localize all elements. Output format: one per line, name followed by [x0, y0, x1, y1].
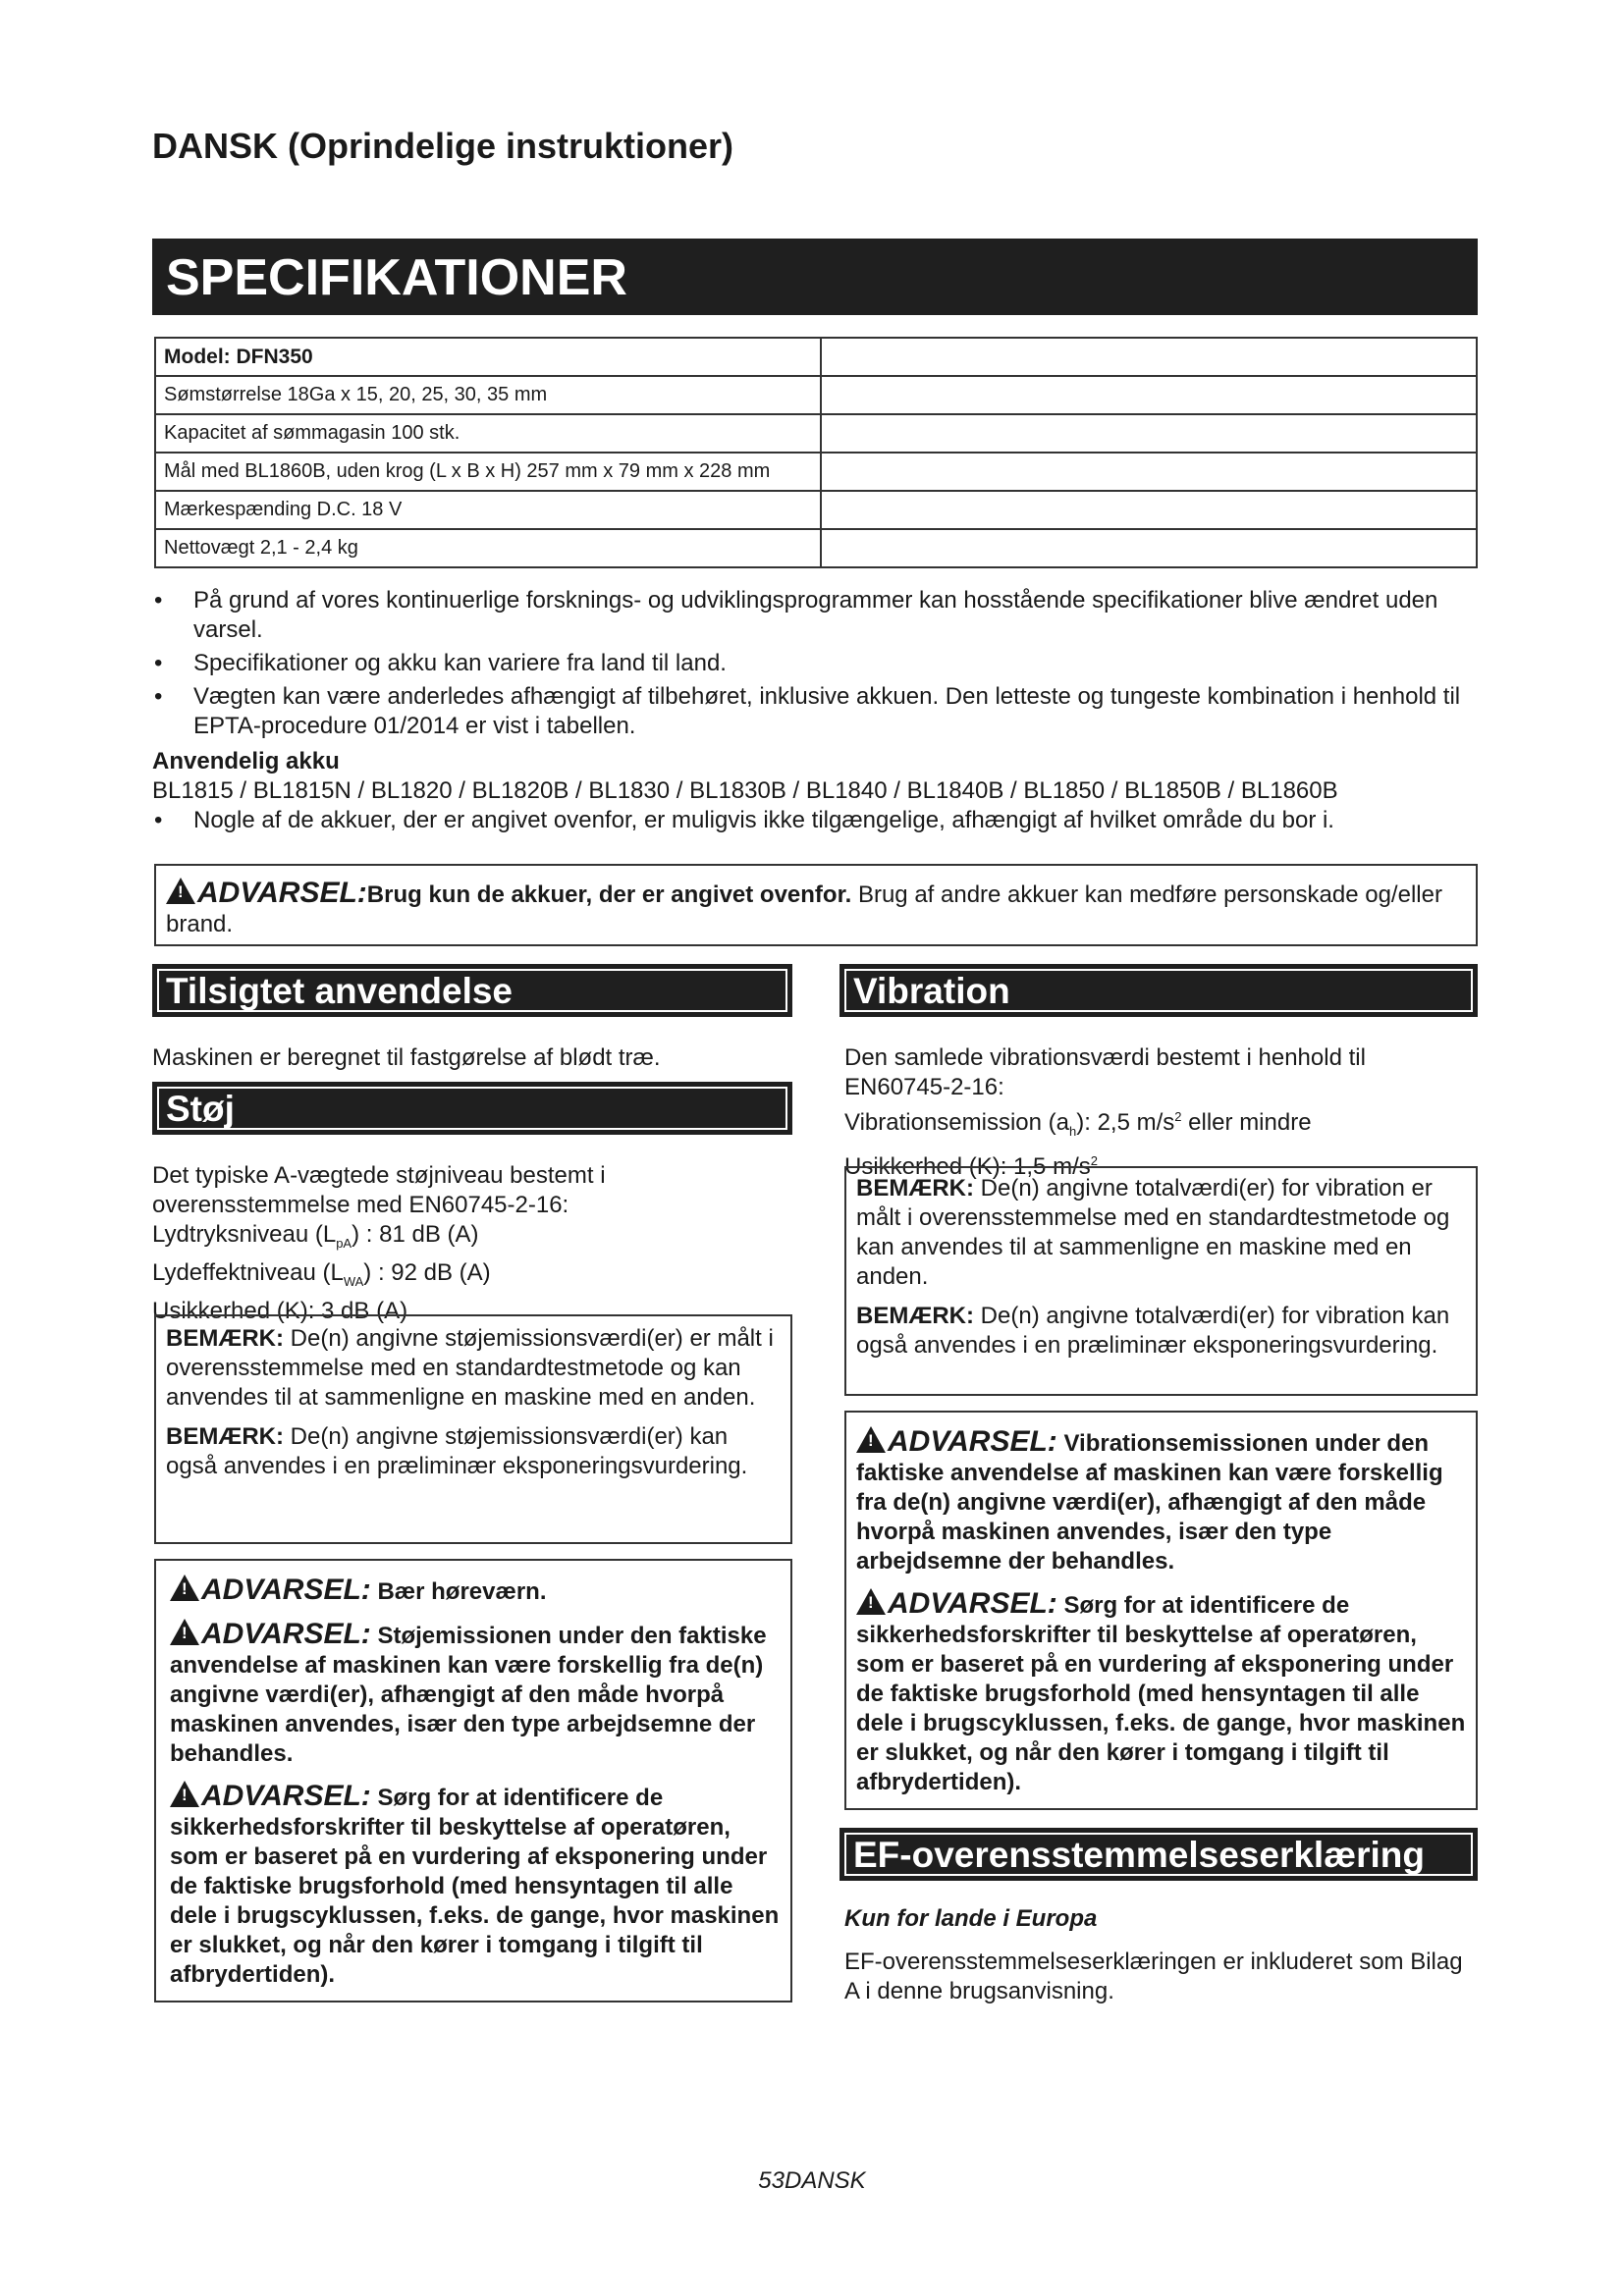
ec-declaration-content — [844, 1904, 1473, 2006]
noise-note — [166, 1324, 781, 1413]
vibration-emission — [844, 1102, 1473, 1147]
table-cell — [821, 453, 1477, 491]
warning-bold-text: Brug kun de akkuer, der er angivet ovenfor. — [366, 881, 852, 908]
sound-pressure-level — [152, 1220, 781, 1258]
noise-warning — [170, 1575, 781, 1607]
table-cell — [821, 338, 1477, 376]
noise-warnings-box — [154, 1559, 792, 2002]
list-item: • Specifikationer og akku kan variere fra land til land. — [152, 649, 1478, 678]
vibration-uncertainty-label: Usikkerhed (K): 1,5 m/s — [844, 1152, 1091, 1180]
vibration-notes-box — [844, 1166, 1478, 1396]
warning-text: Bær høreværn. — [370, 1578, 547, 1605]
table-row — [155, 338, 1477, 376]
list-item: • Vægten kan være anderledes afhængigt af tilbehøret, inklusive akkuen. Den letteste og tungeste kombination i henhold til EPTA-procedure 01/2014 er vist i tabellen. — [152, 682, 1478, 741]
warning-label: ADVARSEL: — [888, 1587, 1057, 1620]
table-cell — [821, 491, 1477, 529]
list-item: • På grund af vores kontinuerlige forsknings- og udviklingsprogrammer kan hosstående specifikationer blive ændret uden varsel. — [152, 586, 1478, 645]
noise-note — [166, 1422, 781, 1481]
warning-text: Brug af andre akkuer kan medføre personskade og/eller brand. — [166, 881, 1442, 937]
noise-warning — [170, 1781, 781, 1990]
table-row — [155, 453, 1477, 491]
vibration-warning — [856, 1426, 1466, 1576]
vibration-emission-tail: eller mindre — [1181, 1109, 1312, 1136]
sound-pressure-value: ) : 81 dB (A) — [352, 1221, 479, 1248]
vibration-emission-value: ): 2,5 m/s — [1076, 1109, 1175, 1136]
specifications-title: SPECIFIKATIONER — [152, 239, 1478, 315]
battery-warning-box — [154, 864, 1478, 946]
noise-notes-box — [154, 1314, 792, 1544]
table-cell: Model: DFN350 — [155, 338, 821, 376]
note-label: BEMÆRK: — [166, 1325, 284, 1352]
table-cell: Nettovægt 2,1 - 2,4 kg — [155, 529, 821, 567]
warning-triangle-icon — [170, 1575, 199, 1601]
specifications-table — [154, 337, 1478, 568]
warning-triangle-icon — [170, 1781, 199, 1807]
note-label: BEMÆRK: — [856, 1303, 974, 1329]
note-text: De(n) angivne totalværdi(er) for vibration er målt i overensstemmelse med en standardtestmetode og kan anvendes til at sammenligne en maskine med en anden. — [856, 1175, 1450, 1290]
language-title: DANSK (Oprindelige instruktioner) — [152, 126, 734, 166]
warning-label: ADVARSEL: — [197, 877, 367, 909]
warning-text: Sørg for at identificere de sikkerhedsforskrifter til beskyttelse af operatøren, som er baseret på en vurdering af eksponering under de faktiske brugsforhold (med hensyntagen til alle dele i brugscyklussen, f.eks. de gange, hvor maskinen er slukket, og når den kører i tomgang i tilgift til afbrydertiden). — [856, 1592, 1466, 1795]
sound-pressure-sub: pA — [336, 1235, 352, 1251]
vibration-intro: Den samlede vibrationsværdi bestemt i henhold til EN60745-2-16: — [844, 1044, 1366, 1100]
table-cell: Kapacitet af sømmagasin 100 stk. — [155, 414, 821, 453]
note-text: De(n) angivne støjemissionsværdi(er) er målt i overensstemmelse med en standardtestmetode og kan anvendes til at sammenligne en maskine med en anden. — [166, 1325, 774, 1411]
noise-title: Støj — [152, 1082, 792, 1135]
battery-note-list — [152, 806, 1478, 835]
table-row — [155, 376, 1477, 414]
ec-declaration-text: EF-overensstemmelseserklæringen er inkluderet som Bilag A i denne brugsanvisning. — [844, 1949, 1463, 2004]
noise-uncertainty: Usikkerhed (K): 3 dB (A) — [152, 1297, 408, 1324]
sound-power-sub: WA — [343, 1273, 364, 1289]
list-item: • Nogle af de akkuer, der er angivet ovenfor, er muligvis ikke tilgængelige, afhængigt af hvilket område du bor i. — [152, 806, 1478, 835]
sound-pressure-label: Lydtryksniveau (L — [152, 1221, 337, 1248]
warning-label: ADVARSEL: — [201, 1574, 371, 1606]
table-cell — [821, 529, 1477, 567]
table-cell: Mærkespænding D.C. 18 V — [155, 491, 821, 529]
table-cell — [821, 414, 1477, 453]
noise-warning — [170, 1619, 781, 1769]
warning-triangle-icon — [166, 878, 195, 904]
noise-intro: Det typiske A-vægtede støjniveau bestemt i overensstemmelse med EN60745-2-16: — [152, 1162, 606, 1218]
vibration-note — [856, 1174, 1466, 1292]
table-row — [155, 529, 1477, 567]
table-cell: Mål med BL1860B, uden krog (L x B x H) 257 mm x 79 mm x 228 mm — [155, 453, 821, 491]
table-row — [155, 414, 1477, 453]
specifications-notes — [152, 586, 1478, 835]
note-text: De(n) angivne totalværdi(er) for vibration kan også anvendes i en præliminær eksponeringsvurdering. — [856, 1303, 1450, 1359]
vibration-uncertainty-sup: 2 — [1090, 1152, 1098, 1168]
sound-power-label: Lydeffektniveau (L — [152, 1258, 344, 1286]
battery-heading: Anvendelig akku — [152, 748, 340, 774]
vibration-warning — [856, 1588, 1466, 1797]
vibration-warnings-box — [844, 1411, 1478, 1810]
warning-triangle-icon — [170, 1619, 199, 1645]
spec-bullet-list — [152, 586, 1478, 741]
vibration-data — [844, 1043, 1473, 1182]
page-number: 53DANSK — [758, 2167, 866, 2194]
ec-declaration-title: EF-overensstemmelseserklæring — [839, 1828, 1478, 1881]
table-row — [155, 491, 1477, 529]
note-text: De(n) angivne støjemissionsværdi(er) kan også anvendes i en præliminær eksponeringsvurdering. — [166, 1423, 748, 1479]
note-label: BEMÆRK: — [166, 1423, 284, 1450]
sound-power-level — [152, 1258, 781, 1297]
battery-list: BL1815 / BL1815N / BL1820 / BL1820B / BL1830 / BL1830B / BL1840 / BL1840B / BL1850 / BL1850B / BL1860B — [152, 777, 1338, 804]
ec-declaration-subtitle: Kun for lande i Europa — [844, 1905, 1098, 1932]
warning-label: ADVARSEL: — [201, 1780, 371, 1812]
vibration-title: Vibration — [839, 964, 1478, 1017]
warning-triangle-icon — [856, 1426, 886, 1453]
vibration-emission-sub: h — [1069, 1123, 1077, 1139]
vibration-emission-sup: 2 — [1174, 1109, 1182, 1124]
vibration-emission-label: Vibrationsemission (a — [844, 1109, 1069, 1136]
vibration-note — [856, 1302, 1466, 1361]
noise-data — [152, 1161, 781, 1326]
intended-use-title: Tilsigtet anvendelse — [152, 964, 792, 1017]
warning-label: ADVARSEL: — [201, 1618, 371, 1650]
warning-text: Sørg for at identificere de sikkerhedsforskrifter til beskyttelse af operatøren, som er baseret på en vurdering af eksponering under de faktiske brugsforhold (med hensyntagen til alle dele i brugscyklussen, f.eks. de gange, hvor maskinen er slukket, og når den kører i tomgang i tilgift til afbrydertiden). — [170, 1785, 780, 1988]
intended-use-text: Maskinen er beregnet til fastgørelse af blødt træ. — [152, 1044, 661, 1071]
sound-power-value: ) : 92 dB (A) — [363, 1258, 491, 1286]
warning-text: Vibrationsemissionen under den faktiske anvendelse af maskinen kan være forskellig fra de(n) angivne værdi(er), afhængigt af den måde hvorpå maskinen anvendes, især den type arbejdsemne der behandles. — [856, 1430, 1443, 1575]
warning-text: Støjemissionen under den faktiske anvendelse af maskinen kan være forskellig fra de(n) angivne værdi(er), afhængigt af den måde hvorpå maskinen anvendes, især den type arbejdsemne der behandles. — [170, 1623, 767, 1767]
note-label: BEMÆRK: — [856, 1175, 974, 1201]
warning-label: ADVARSEL: — [888, 1425, 1057, 1458]
table-cell — [821, 376, 1477, 414]
table-cell: Sømstørrelse 18Ga x 15, 20, 25, 30, 35 mm — [155, 376, 821, 414]
warning-triangle-icon — [856, 1588, 886, 1615]
